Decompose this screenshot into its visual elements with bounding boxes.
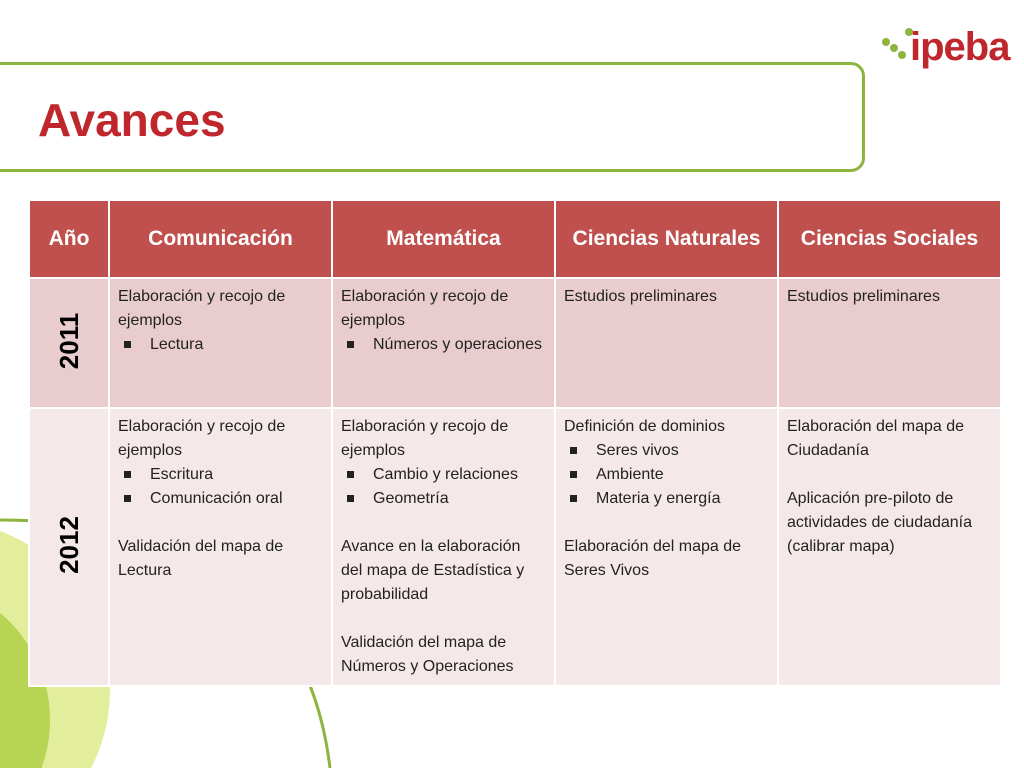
logo-dot-2 xyxy=(890,44,898,52)
paragraph-gap xyxy=(341,511,546,535)
cell-intro: Elaboración y recojo de ejemplos xyxy=(341,288,509,329)
logo-dot-1 xyxy=(882,38,890,46)
bullet-item: Seres vivos xyxy=(596,439,769,463)
table-header-row xyxy=(29,200,1001,278)
cell-ciencias-sociales xyxy=(778,278,1001,408)
bullet-item: Números y operaciones xyxy=(373,333,546,357)
header-matematica: Matemática xyxy=(332,200,555,278)
cell-intro: Estudios preliminares xyxy=(564,288,717,305)
cell-intro: Elaboración y recojo de ejemplos xyxy=(341,418,509,459)
paragraph-gap xyxy=(118,511,323,535)
bullet-list xyxy=(341,463,546,511)
cell-comunicacion xyxy=(109,408,332,686)
bullet-list xyxy=(341,333,546,357)
cell-intro: Elaboración y recojo de ejemplos xyxy=(118,418,286,459)
cell-intro: Elaboración y recojo de ejemplos xyxy=(118,288,286,329)
cell-paragraph: Aplicación pre-piloto de actividades de ciudadanía (calibrar mapa) xyxy=(787,490,973,555)
header-comunicacion: Comunicación xyxy=(109,200,332,278)
slide-title: Avances xyxy=(38,94,226,146)
bullet-item: Materia y energía xyxy=(596,487,769,511)
header-year: Año xyxy=(29,200,109,278)
progress-table xyxy=(28,199,1002,687)
bullet-item: Cambio y relaciones xyxy=(373,463,546,487)
bullet-list xyxy=(118,333,323,357)
cell-ciencias-naturales xyxy=(555,278,778,408)
header-ciencias-naturales: Ciencias Naturales xyxy=(555,200,778,278)
bullet-list xyxy=(118,463,323,511)
cell-paragraph: Validación del mapa de Números y Operaciones xyxy=(341,634,514,675)
cell-ciencias-sociales xyxy=(778,408,1001,686)
year-cell xyxy=(29,278,109,408)
year-cell xyxy=(29,408,109,686)
bullet-item: Lectura xyxy=(150,333,323,357)
cell-intro: Definición de dominios xyxy=(564,418,725,435)
cell-intro: Estudios preliminares xyxy=(787,288,940,305)
bullet-item: Escritura xyxy=(150,463,323,487)
cell-paragraph: Avance en la elaboración del mapa de Estadística y probabilidad xyxy=(341,538,525,603)
paragraph-gap xyxy=(564,511,769,535)
cell-paragraph: Validación del mapa de Lectura xyxy=(118,538,284,579)
logo-dot-3 xyxy=(898,51,906,59)
year-label: 2011 xyxy=(54,312,84,369)
bullet-item: Comunicación oral xyxy=(150,487,323,511)
table-row-2011 xyxy=(29,278,1001,408)
cell-intro: Elaboración del mapa de Ciudadanía xyxy=(787,418,965,459)
paragraph-gap xyxy=(787,463,992,487)
bullet-list xyxy=(564,439,769,511)
paragraph-gap xyxy=(341,607,546,631)
logo-text: ipeba xyxy=(910,25,1010,69)
cell-matematica xyxy=(332,408,555,686)
bullet-item: Ambiente xyxy=(596,463,769,487)
year-label: 2012 xyxy=(54,515,84,574)
cell-ciencias-naturales xyxy=(555,408,778,686)
bullet-item: Geometría xyxy=(373,487,546,511)
cell-comunicacion xyxy=(109,278,332,408)
table-row-2012 xyxy=(29,408,1001,686)
cell-matematica xyxy=(332,278,555,408)
cell-paragraph: Elaboración del mapa de Seres Vivos xyxy=(564,538,742,579)
header-ciencias-sociales: Ciencias Sociales xyxy=(778,200,1001,278)
